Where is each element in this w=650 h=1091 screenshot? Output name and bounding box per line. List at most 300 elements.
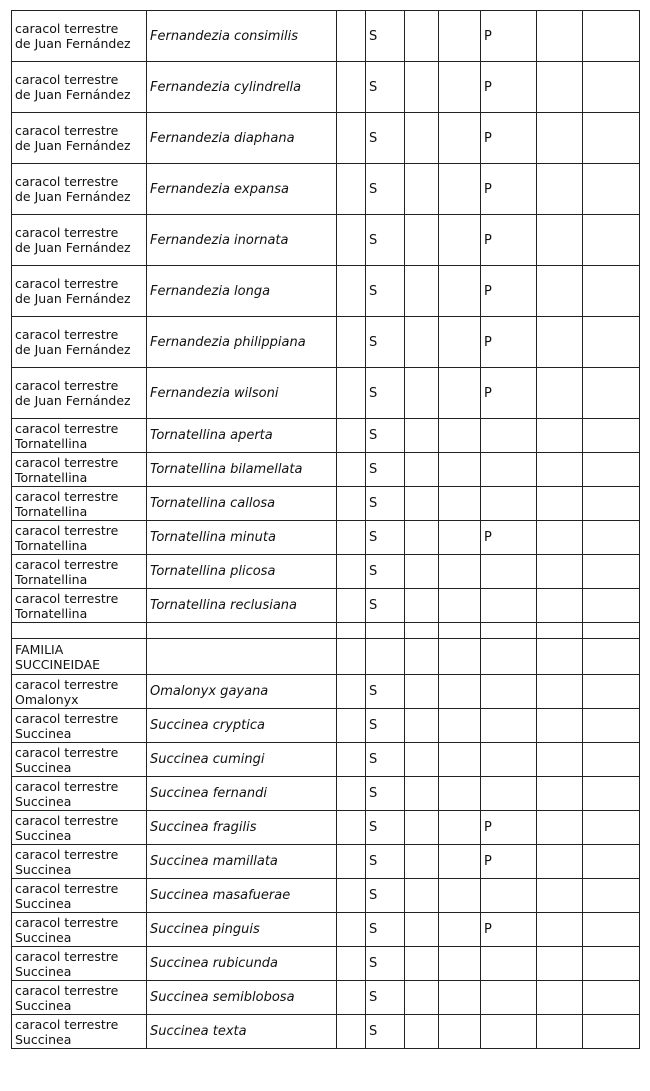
common-name-line: Succinea (15, 963, 72, 979)
common-name-line: Succinea (15, 827, 72, 843)
common-name-line: caracol terrestre (15, 72, 119, 87)
common-name-line: de Juan Fernández (15, 291, 131, 306)
empty-cell (583, 947, 640, 981)
empty-cell (583, 113, 640, 164)
family-header-row (12, 639, 640, 675)
status-s-cell: S (366, 317, 405, 368)
common-name-line: caracol terrestre (15, 710, 119, 726)
common-name-line: Tornatellina (15, 571, 88, 587)
empty-cell (537, 811, 583, 845)
status-p-cell (481, 709, 537, 743)
empty-cell (537, 113, 583, 164)
empty-cell (439, 639, 481, 675)
scientific-name-cell: Fernandezia diaphana (147, 113, 337, 164)
spacer-row (12, 623, 640, 639)
empty-cell (537, 947, 583, 981)
table-row (12, 981, 640, 1015)
status-s-cell: S (366, 675, 405, 709)
empty-cell (147, 639, 337, 675)
status-p-cell: P (481, 317, 537, 368)
status-s-cell: S (366, 811, 405, 845)
common-name-line: Succinea (15, 1031, 72, 1047)
status-s-cell: S (366, 589, 405, 623)
empty-cell (439, 675, 481, 709)
empty-cell (583, 164, 640, 215)
empty-cell (337, 743, 366, 777)
empty-cell (405, 11, 439, 62)
empty-cell (337, 1015, 366, 1049)
empty-cell (405, 113, 439, 164)
empty-cell (583, 879, 640, 913)
empty-cell (405, 215, 439, 266)
empty-cell (439, 11, 481, 62)
empty-cell (337, 419, 366, 453)
common-name-line: caracol terrestre (15, 276, 119, 291)
common-name-cell (12, 913, 147, 947)
status-s-cell: S (366, 521, 405, 555)
common-name-line: Succinea (15, 929, 72, 945)
empty-cell (337, 453, 366, 487)
empty-cell (337, 777, 366, 811)
scientific-name-cell: Tornatellina plicosa (147, 555, 337, 589)
status-p-cell: P (481, 62, 537, 113)
empty-cell (537, 317, 583, 368)
empty-cell (405, 981, 439, 1015)
empty-cell (337, 623, 366, 639)
empty-cell (583, 555, 640, 589)
table-row (12, 368, 640, 419)
scientific-name-cell: Succinea cryptica (147, 709, 337, 743)
empty-cell (439, 266, 481, 317)
empty-cell (439, 317, 481, 368)
empty-cell (405, 487, 439, 521)
common-name-cell (12, 589, 147, 623)
empty-cell (583, 589, 640, 623)
common-name-cell (12, 947, 147, 981)
empty-cell (405, 947, 439, 981)
empty-cell (439, 164, 481, 215)
empty-cell (405, 743, 439, 777)
empty-cell (439, 811, 481, 845)
scientific-name-cell: Tornatellina bilamellata (147, 453, 337, 487)
common-name-line: caracol terrestre (15, 1016, 119, 1032)
empty-cell (583, 487, 640, 521)
empty-cell (405, 368, 439, 419)
status-s-cell: S (366, 981, 405, 1015)
status-p-cell (481, 487, 537, 521)
table-row (12, 215, 640, 266)
common-name-cell (12, 164, 147, 215)
common-name-line: caracol terrestre (15, 225, 119, 240)
table-row (12, 879, 640, 913)
empty-cell (337, 11, 366, 62)
common-name-cell (12, 675, 147, 709)
status-s-cell: S (366, 913, 405, 947)
empty-cell (405, 589, 439, 623)
status-p-cell (481, 555, 537, 589)
empty-cell (439, 879, 481, 913)
empty-cell (405, 1015, 439, 1049)
scientific-name-cell: Tornatellina minuta (147, 521, 337, 555)
status-p-cell: P (481, 368, 537, 419)
status-s-cell: S (366, 487, 405, 521)
empty-cell (405, 521, 439, 555)
table-row (12, 453, 640, 487)
status-s-cell: S (366, 11, 405, 62)
common-name-line: de Juan Fernández (15, 36, 131, 51)
empty-cell (405, 913, 439, 947)
common-name-line: de Juan Fernández (15, 240, 131, 255)
common-name-cell (12, 368, 147, 419)
empty-cell (337, 589, 366, 623)
empty-cell (405, 639, 439, 675)
empty-cell (583, 743, 640, 777)
status-p-cell (481, 453, 537, 487)
empty-cell (537, 419, 583, 453)
empty-cell (537, 453, 583, 487)
empty-cell (583, 368, 640, 419)
scientific-name-cell: Fernandezia longa (147, 266, 337, 317)
common-name-line: caracol terrestre (15, 812, 119, 828)
common-name-line: caracol terrestre (15, 174, 119, 189)
common-name-cell (12, 215, 147, 266)
scientific-name-cell: Succinea mamillata (147, 845, 337, 879)
empty-cell (439, 845, 481, 879)
empty-cell (583, 1015, 640, 1049)
common-name-line: caracol terrestre (15, 21, 119, 36)
empty-cell (583, 811, 640, 845)
empty-cell (537, 215, 583, 266)
common-name-line: caracol terrestre (15, 420, 119, 436)
status-s-cell: S (366, 62, 405, 113)
empty-cell (537, 913, 583, 947)
status-p-cell: P (481, 521, 537, 555)
empty-cell (405, 879, 439, 913)
empty-cell (337, 215, 366, 266)
empty-cell (439, 62, 481, 113)
status-p-cell: P (481, 11, 537, 62)
status-p-cell: P (481, 215, 537, 266)
status-s-cell: S (366, 164, 405, 215)
empty-cell (439, 709, 481, 743)
table-row (12, 743, 640, 777)
status-p-cell: P (481, 845, 537, 879)
scientific-name-cell: Fernandezia inornata (147, 215, 337, 266)
empty-cell (337, 113, 366, 164)
table-row (12, 113, 640, 164)
common-name-cell (12, 419, 147, 453)
empty-cell (337, 709, 366, 743)
empty-cell (583, 11, 640, 62)
scientific-name-cell: Fernandezia expansa (147, 164, 337, 215)
status-s-cell: S (366, 1015, 405, 1049)
species-table (11, 10, 640, 1049)
status-s-cell: S (366, 453, 405, 487)
empty-cell (439, 1015, 481, 1049)
table-row (12, 521, 640, 555)
common-name-line: caracol terrestre (15, 488, 119, 504)
common-name-line: de Juan Fernández (15, 138, 131, 153)
common-name-line: caracol terrestre (15, 327, 119, 342)
common-name-cell (12, 777, 147, 811)
empty-cell (583, 675, 640, 709)
table-row (12, 811, 640, 845)
common-name-line: Tornatellina (15, 435, 88, 451)
empty-cell (337, 521, 366, 555)
empty-cell (439, 487, 481, 521)
table-row (12, 1015, 640, 1049)
status-s-cell: S (366, 266, 405, 317)
empty-cell (583, 913, 640, 947)
scientific-name-cell: Fernandezia wilsoni (147, 368, 337, 419)
status-p-cell: P (481, 164, 537, 215)
common-name-cell (12, 743, 147, 777)
common-name-line: Tornatellina (15, 503, 88, 519)
common-name-cell (12, 1015, 147, 1049)
table-row (12, 62, 640, 113)
scientific-name-cell: Succinea rubicunda (147, 947, 337, 981)
empty-cell (583, 777, 640, 811)
status-s-cell: S (366, 947, 405, 981)
status-p-cell: P (481, 913, 537, 947)
status-s-cell: S (366, 368, 405, 419)
empty-cell (537, 589, 583, 623)
empty-cell (537, 743, 583, 777)
table-row (12, 913, 640, 947)
empty-cell (537, 879, 583, 913)
table-row (12, 11, 640, 62)
status-p-cell (481, 879, 537, 913)
empty-cell (337, 845, 366, 879)
empty-cell (337, 811, 366, 845)
status-p-cell: P (481, 811, 537, 845)
empty-cell (337, 317, 366, 368)
empty-cell (583, 709, 640, 743)
empty-cell (537, 11, 583, 62)
common-name-cell (12, 317, 147, 368)
empty-cell (439, 743, 481, 777)
empty-cell (405, 62, 439, 113)
common-name-cell (12, 981, 147, 1015)
scientific-name-cell: Fernandezia cylindrella (147, 62, 337, 113)
common-name-line: Tornatellina (15, 605, 88, 621)
empty-cell (337, 368, 366, 419)
common-name-line: caracol terrestre (15, 880, 119, 896)
status-p-cell (481, 1015, 537, 1049)
empty-cell (481, 639, 537, 675)
empty-cell (439, 913, 481, 947)
empty-cell (337, 62, 366, 113)
empty-cell (439, 777, 481, 811)
common-name-cell (12, 521, 147, 555)
empty-cell (583, 453, 640, 487)
empty-cell (537, 368, 583, 419)
common-name-line: caracol terrestre (15, 454, 119, 470)
empty-cell (537, 555, 583, 589)
empty-cell (537, 487, 583, 521)
family-label-line: SUCCINEIDAE (15, 656, 101, 672)
common-name-line: de Juan Fernández (15, 342, 131, 357)
common-name-cell (12, 11, 147, 62)
status-s-cell: S (366, 777, 405, 811)
common-name-line: caracol terrestre (15, 123, 119, 138)
empty-cell (405, 164, 439, 215)
empty-cell (405, 317, 439, 368)
empty-cell (537, 675, 583, 709)
common-name-line: de Juan Fernández (15, 393, 131, 408)
status-p-cell (481, 675, 537, 709)
empty-cell (537, 62, 583, 113)
empty-cell (337, 675, 366, 709)
scientific-name-cell: Tornatellina callosa (147, 487, 337, 521)
common-name-line: caracol terrestre (15, 522, 119, 538)
empty-cell (439, 981, 481, 1015)
common-name-line: caracol terrestre (15, 914, 119, 930)
empty-cell (337, 947, 366, 981)
common-name-line: caracol terrestre (15, 778, 119, 794)
common-name-line: de Juan Fernández (15, 87, 131, 102)
empty-cell (537, 777, 583, 811)
empty-cell (439, 368, 481, 419)
empty-cell (405, 555, 439, 589)
common-name-line: Succinea (15, 895, 72, 911)
empty-cell (583, 317, 640, 368)
scientific-name-cell: Omalonyx gayana (147, 675, 337, 709)
status-p-cell (481, 743, 537, 777)
species-table-page (11, 10, 640, 1049)
empty-cell (537, 845, 583, 879)
empty-cell (405, 845, 439, 879)
common-name-line: caracol terrestre (15, 948, 119, 964)
common-name-line: caracol terrestre (15, 378, 119, 393)
empty-cell (537, 709, 583, 743)
status-s-cell: S (366, 555, 405, 589)
empty-cell (583, 639, 640, 675)
empty-cell (405, 777, 439, 811)
empty-cell (481, 623, 537, 639)
empty-cell (537, 623, 583, 639)
empty-cell (337, 487, 366, 521)
status-s-cell: S (366, 215, 405, 266)
empty-cell (337, 879, 366, 913)
scientific-name-cell: Succinea fragilis (147, 811, 337, 845)
common-name-cell (12, 879, 147, 913)
empty-cell (537, 981, 583, 1015)
scientific-name-cell: Succinea pinguis (147, 913, 337, 947)
empty-cell (439, 555, 481, 589)
common-name-cell (12, 453, 147, 487)
common-name-line: Succinea (15, 725, 72, 741)
empty-cell (405, 811, 439, 845)
empty-cell (337, 555, 366, 589)
table-row (12, 164, 640, 215)
common-name-line: Succinea (15, 997, 72, 1013)
status-p-cell (481, 981, 537, 1015)
scientific-name-cell: Succinea fernandi (147, 777, 337, 811)
empty-cell (405, 453, 439, 487)
scientific-name-cell: Fernandezia philippiana (147, 317, 337, 368)
empty-cell (337, 981, 366, 1015)
status-s-cell: S (366, 743, 405, 777)
table-row (12, 487, 640, 521)
common-name-cell (12, 113, 147, 164)
common-name-line: caracol terrestre (15, 744, 119, 760)
empty-cell (439, 113, 481, 164)
table-row (12, 317, 640, 368)
empty-cell (405, 266, 439, 317)
empty-cell (583, 62, 640, 113)
table-row (12, 555, 640, 589)
empty-cell (537, 639, 583, 675)
common-name-line: Omalonyx (15, 691, 79, 707)
status-p-cell (481, 777, 537, 811)
status-s-cell: S (366, 709, 405, 743)
scientific-name-cell: Succinea cumingi (147, 743, 337, 777)
empty-cell (405, 709, 439, 743)
empty-cell (405, 419, 439, 453)
status-p-cell (481, 947, 537, 981)
scientific-name-cell: Tornatellina reclusiana (147, 589, 337, 623)
empty-cell (537, 266, 583, 317)
common-name-line: Succinea (15, 759, 72, 775)
table-row (12, 709, 640, 743)
empty-cell (537, 521, 583, 555)
empty-cell (366, 639, 405, 675)
common-name-cell (12, 845, 147, 879)
species-table-body (12, 11, 640, 1049)
empty-cell (147, 623, 337, 639)
empty-cell (405, 675, 439, 709)
empty-cell (583, 623, 640, 639)
common-name-line: Tornatellina (15, 537, 88, 553)
empty-cell (583, 845, 640, 879)
status-s-cell: S (366, 113, 405, 164)
empty-cell (366, 623, 405, 639)
table-row (12, 419, 640, 453)
common-name-cell (12, 266, 147, 317)
empty-cell (12, 623, 147, 639)
status-p-cell: P (481, 266, 537, 317)
empty-cell (439, 453, 481, 487)
empty-cell (583, 419, 640, 453)
common-name-line: caracol terrestre (15, 982, 119, 998)
scientific-name-cell: Succinea texta (147, 1015, 337, 1049)
empty-cell (439, 215, 481, 266)
common-name-line: caracol terrestre (15, 556, 119, 572)
scientific-name-cell: Succinea semiblobosa (147, 981, 337, 1015)
common-name-cell (12, 62, 147, 113)
empty-cell (537, 164, 583, 215)
family-label-line: FAMILIA (15, 641, 64, 657)
empty-cell (583, 981, 640, 1015)
common-name-cell (12, 555, 147, 589)
empty-cell (439, 947, 481, 981)
common-name-line: Succinea (15, 793, 72, 809)
common-name-line: caracol terrestre (15, 676, 119, 692)
table-row (12, 266, 640, 317)
family-label-cell (12, 639, 147, 675)
status-s-cell: S (366, 419, 405, 453)
common-name-line: Succinea (15, 861, 72, 877)
common-name-line: Tornatellina (15, 469, 88, 485)
empty-cell (337, 639, 366, 675)
status-p-cell: P (481, 113, 537, 164)
empty-cell (405, 623, 439, 639)
empty-cell (439, 521, 481, 555)
status-s-cell: S (366, 879, 405, 913)
table-row (12, 845, 640, 879)
common-name-cell (12, 709, 147, 743)
